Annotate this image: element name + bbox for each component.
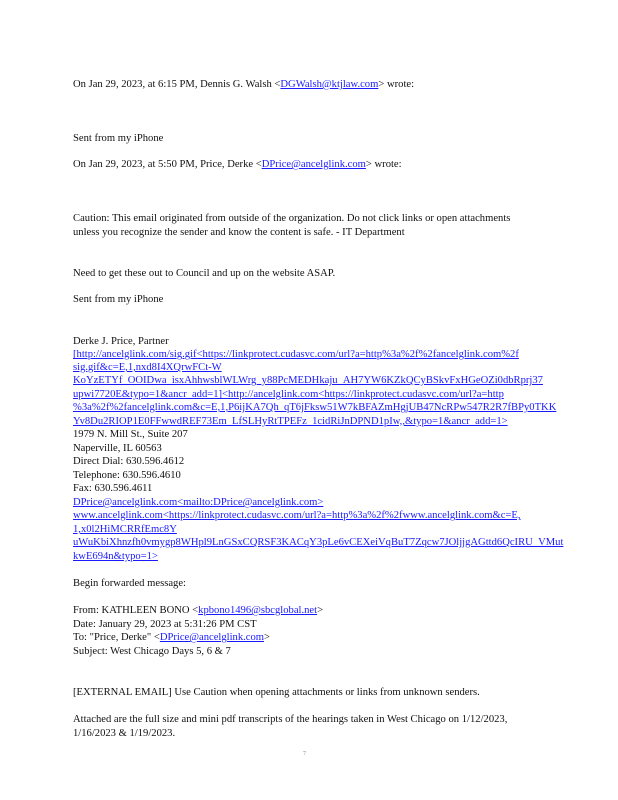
caution-line-1: Caution: This email originated from outside of the organization. Do not click links or open attachments [73,213,511,224]
signature-web-link-line[interactable]: uWuKbiXhnzfh0vmygp8WHpl9LnGSxCQRSF3KACqY3pLe6vCEXeiVqBuT7Zqcw7JOljjgAGttd6QcIRU_VMut [73,537,564,548]
signature-name-title: Derke J. Price, Partner [73,336,169,347]
from-email-link[interactable]: kpbono1496@sbcglobal.net [198,605,318,616]
from-prefix: From: KATHLEEN BONO < [73,605,199,616]
to-email-link[interactable]: DPrice@ancelglink.com [159,632,265,643]
forwarded-date: Date: January 29, 2023 at 5:31:26 PM CST [73,619,257,630]
signature-link-line[interactable]: KoYzETYf_OOIDwa_isxAhhwsblWLWrg_y88PcMEDHkaju_AH7YW6KZkQCyBSkvFxHGeOZi0dbRprj37 [73,375,543,386]
walsh-reply-header [73,78,414,91]
message-body: Need to get these out to Council and up on the website ASAP. [73,268,336,279]
signature-link-line[interactable]: [http://ancelglink.com/sig.gif<https://linkprotect.cudasvc.com/url?a=http%3a%2f%2fancelglink.com%2f [73,349,519,360]
forwarded-subject: Subject: West Chicago Days 5, 6 & 7 [73,646,231,657]
to-suffix: > [264,632,271,643]
signature-web-link-line[interactable]: 1,x0l2HiMCRRfEmc8Y [73,524,177,535]
from-suffix: > [317,605,324,616]
walsh-header-suffix: > wrote: [378,79,415,90]
signature-web-link-line[interactable]: www.ancelglink.com<https://linkprotect.cudasvc.com/url?a=http%3a%2f%2fwww.ancelglink.com&c=E, [73,510,521,521]
price-reply-header [73,158,402,171]
attached-line-1: Attached are the full size and mini pdf transcripts of the hearings taken in West Chicago on 1/12/2023, [73,714,508,725]
walsh-email-link[interactable]: DGWalsh@ktjlaw.com [280,79,379,90]
signature-link-line[interactable]: %3a%2f%2fancelglink.com&c=E,1,P6ijKA7Qh_qT6jFksw51W7kBFAZmHgjUB47NcRPw547R2R7fBPy0TKK [73,402,557,413]
sent-from-iphone-1: Sent from my iPhone [73,133,164,144]
caution-line-2: unless you recognize the sender and know the content is safe. - IT Department [73,227,405,238]
price-header-suffix: > wrote: [365,159,402,170]
price-email-link[interactable]: DPrice@ancelglink.com [261,159,366,170]
sent-from-iphone-2: Sent from my iPhone [73,294,164,305]
signature-fax: Fax: 630.596.4611 [73,483,153,494]
signature-city: Naperville, IL 60563 [73,443,162,454]
signature-link-line[interactable]: upwi7720E&typo=1&ancr_add=1]<http://ancelglink.com<https://linkprotect.cudasvc.com/url?a=http [73,389,504,400]
signature-telephone: Telephone: 630.596.4610 [73,470,181,481]
forwarded-to [73,631,270,644]
signature-email-link[interactable]: DPrice@ancelglink.com<mailto:DPrice@ancelglink.com> [73,497,324,508]
signature-link-line[interactable]: Yv8Du2RIOP1E0FFwwdREF73Em_LfSLHyRtTPEFz_1cidRiJnDPND1pIw,,&typo=1&ancr_add=1> [73,416,508,427]
signature-web-link-line[interactable]: kwE694n&typo=1> [73,551,158,562]
page-number: 7 [303,751,306,757]
walsh-header-prefix: On Jan 29, 2023, at 6:15 PM, Dennis G. Walsh < [73,79,281,90]
attached-line-2: 1/16/2023 & 1/19/2023. [73,728,176,739]
forwarded-label: Begin forwarded message: [73,578,186,589]
signature-address: 1979 N. Mill St., Suite 207 [73,429,188,440]
to-prefix: To: "Price, Derke" < [73,632,160,643]
price-header-prefix: On Jan 29, 2023, at 5:50 PM, Price, Derke < [73,159,262,170]
external-email-notice: [EXTERNAL EMAIL] Use Caution when opening attachments or links from unknown senders. [73,687,480,698]
signature-link-line[interactable]: sig.gif&c=E,1,nxd8I4XQrwFCt-W [73,362,222,373]
signature-direct-dial: Direct Dial: 630.596.4612 [73,456,185,467]
forwarded-from [73,604,323,617]
